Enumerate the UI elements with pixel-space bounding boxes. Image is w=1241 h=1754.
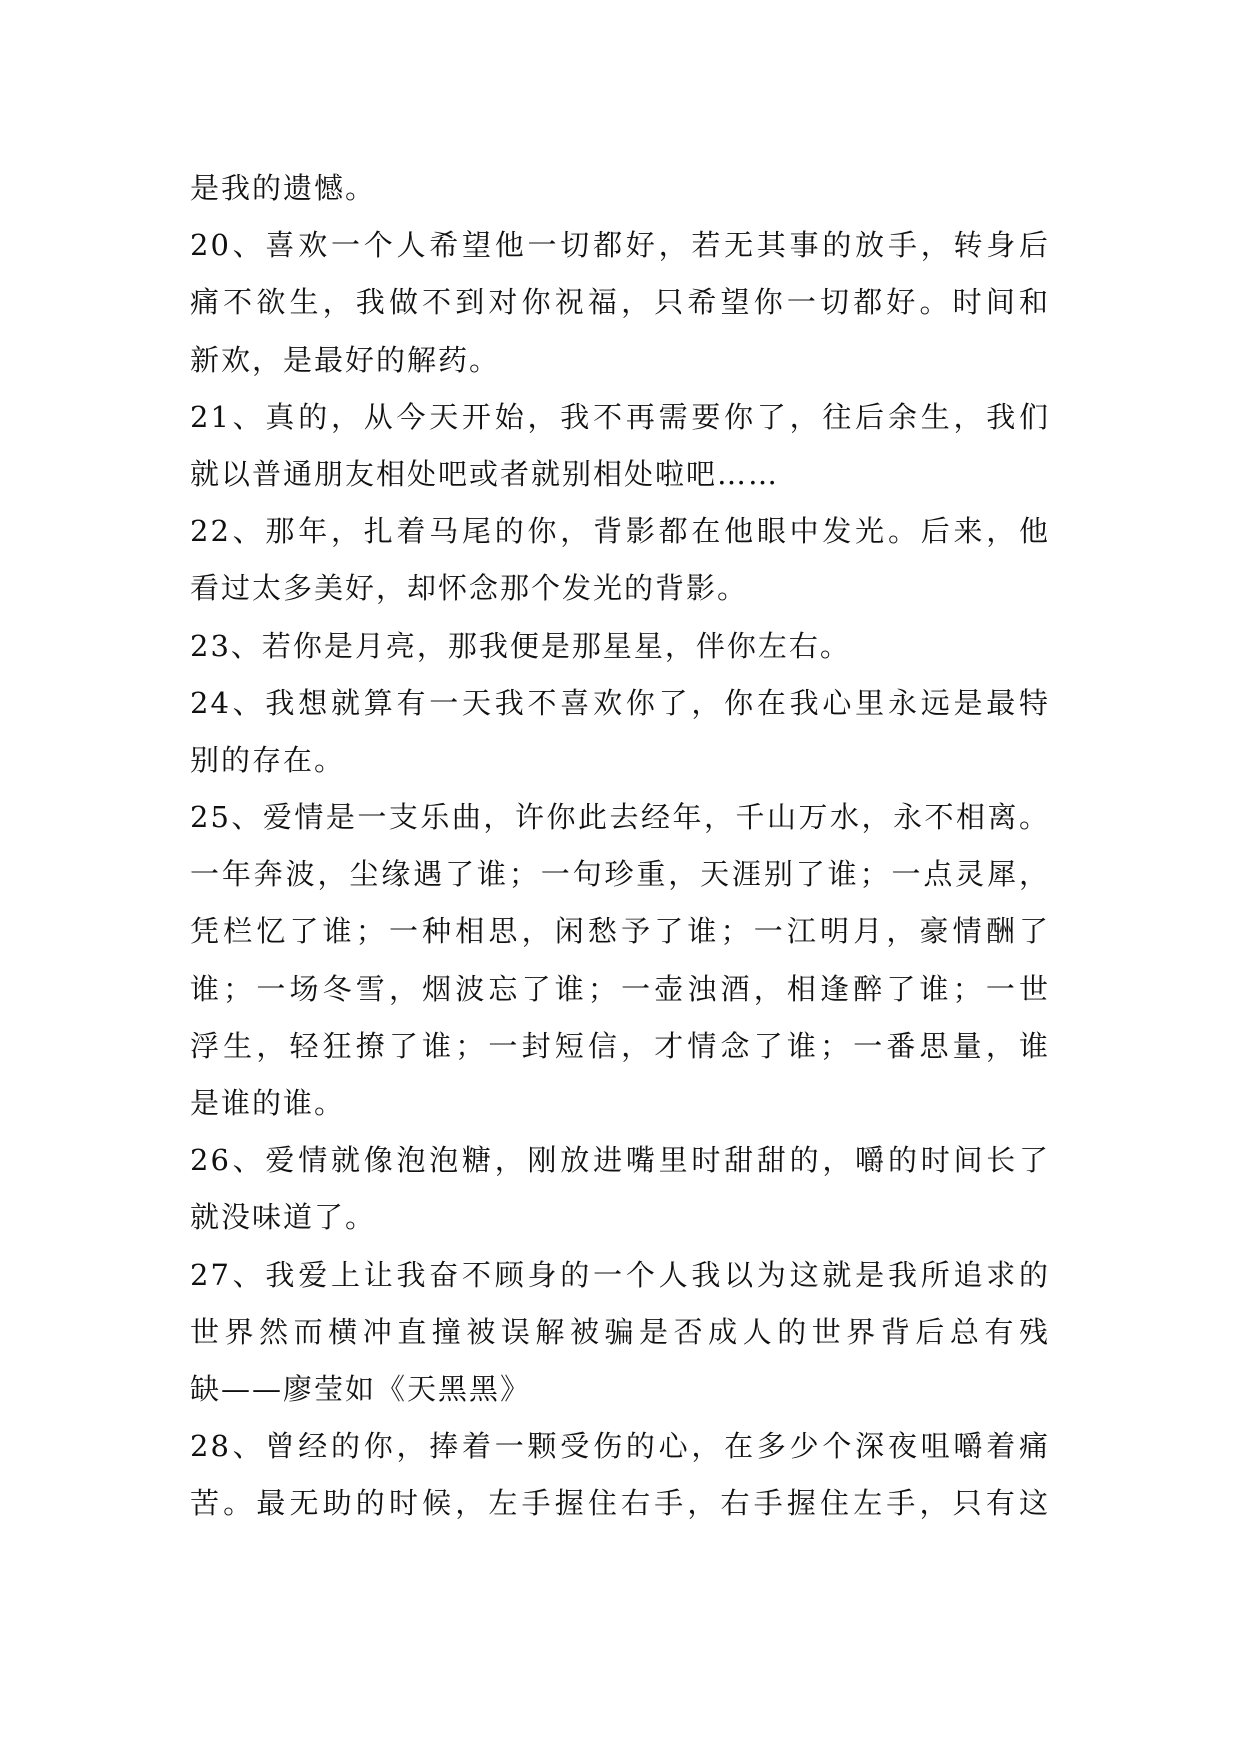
text-line: 缺——廖莹如《天黑黑》 (190, 1371, 532, 1406)
text-line: 20、喜欢一个人希望他一切都好，若无其事的放手，转身后 (190, 228, 1050, 263)
text-line: 就没味道了。 (190, 1200, 377, 1235)
text-line: 22、那年，扎着马尾的你，背影都在他眼中发光。后来，他 (190, 514, 1050, 549)
text-line: 世界然而横冲直撞被误解被骗是否成人的世界背后总有残 (190, 1314, 1050, 1349)
text-line: 28、曾经的你，捧着一颗受伤的心，在多少个深夜咀嚼着痛 (190, 1429, 1050, 1464)
text-line: 24、我想就算有一天我不喜欢你了，你在我心里永远是最特 (190, 685, 1050, 720)
text-line: 一年奔波，尘缘遇了谁；一句珍重，天涯别了谁；一点灵犀， (190, 857, 1050, 892)
text-line: 是谁的谁。 (190, 1086, 346, 1120)
text-line: 看过太多美好，却怀念那个发光的背影。 (190, 571, 749, 606)
text-line: 新欢，是最好的解药。 (190, 342, 501, 377)
text-line: 别的存在。 (190, 742, 346, 777)
text-line: 谁；一场冬雪，烟波忘了谁；一壶浊酒，相逢醉了谁；一世 (190, 971, 1050, 1006)
text-line: 27、我爱上让我奋不顾身的一个人我以为这就是我所追求的 (190, 1257, 1050, 1292)
text-line: 凭栏忆了谁；一种相思，闲愁予了谁；一江明月，豪情酬了 (190, 914, 1050, 949)
text-line: 浮生，轻狂撩了谁；一封短信，才情念了谁；一番思量，谁 (190, 1028, 1050, 1063)
text-line: 23、若你是月亮，那我便是那星星，伴你左右。 (190, 628, 851, 663)
text-line: 25、爱情是一支乐曲，许你此去经年，千山万水，永不相离。 (190, 800, 1050, 835)
text-line: 21、真的，从今天开始，我不再需要你了，往后余生，我们 (190, 399, 1050, 434)
text-line: 是我的遗憾。 (190, 171, 377, 205)
text-line: 26、爱情就像泡泡糖，刚放进嘴里时甜甜的，嚼的时间长了 (190, 1143, 1050, 1178)
text-line: 就以普通朋友相处吧或者就别相处啦吧…… (190, 456, 780, 491)
text-line: 苦。最无助的时候，左手握住右手，右手握住左手，只有这 (190, 1486, 1050, 1521)
text-line: 痛不欲生，我做不到对你祝福，只希望你一切都好。时间和 (190, 285, 1050, 320)
document-body (190, 160, 1050, 1533)
